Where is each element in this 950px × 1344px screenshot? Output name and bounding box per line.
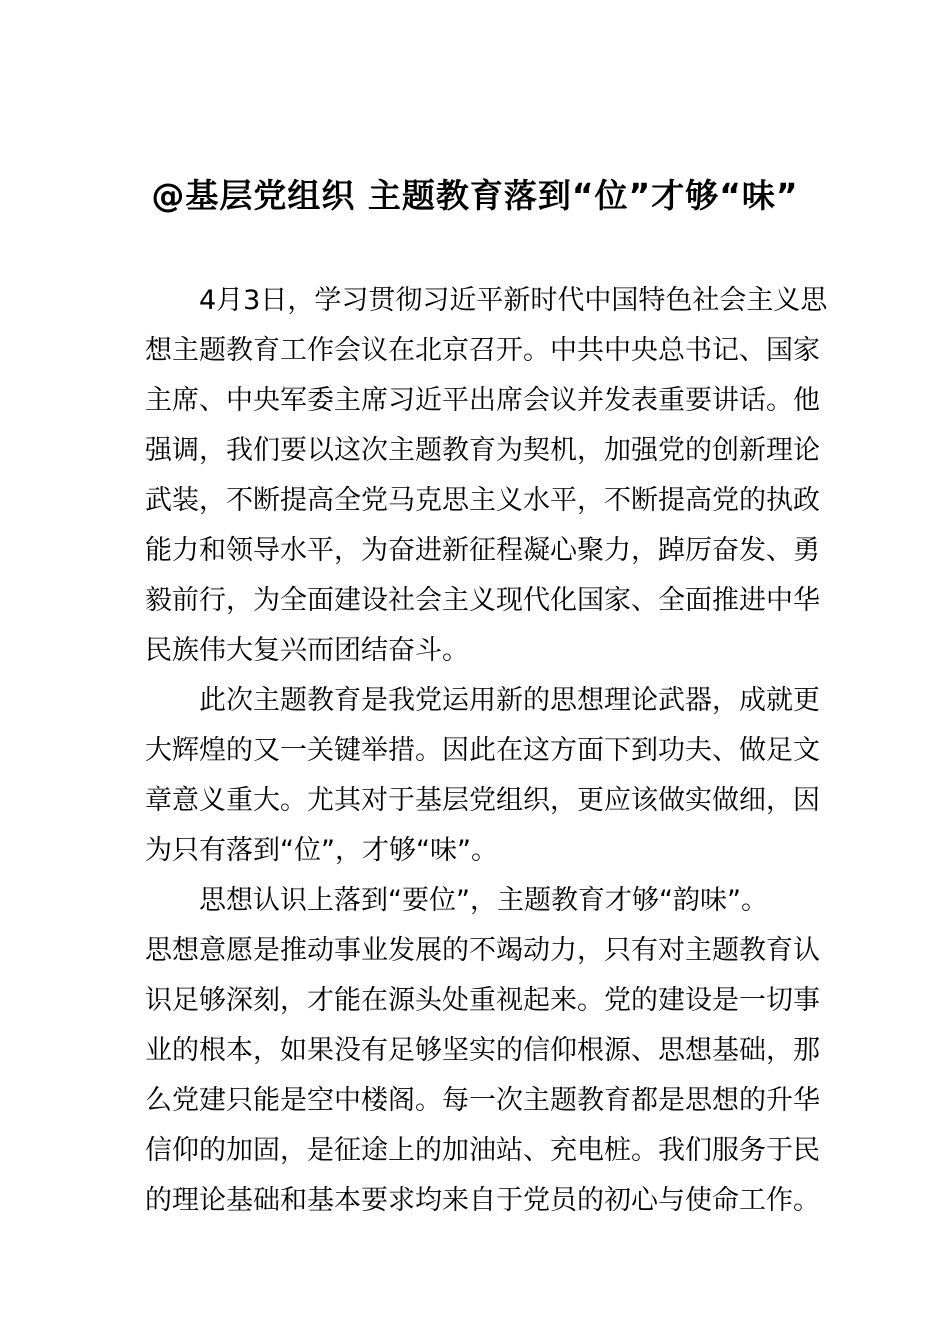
paragraph-line: 为只有落到“位”，才够“味”。: [145, 835, 498, 866]
paragraph-line: 强调，我们要以这次主题教育为契机，加强党的创新理论: [145, 435, 820, 466]
paragraph-3: [145, 876, 820, 1226]
paragraph-line: 的理论基础和基本要求均来自于党员的初心与使命工作。: [145, 1185, 820, 1216]
paragraph-line: 想主题教育工作会议在北京召开。中共中央总书记、国家: [145, 335, 820, 366]
paragraph-line: 业的根本，如果没有足够坚实的信仰根源、思想基础，那: [145, 1035, 820, 1066]
paragraph-line: 毅前行，为全面建设社会主义现代化国家、全面推进中华: [145, 585, 820, 616]
paragraph-line: 章意义重大。尤其对于基层党组织，更应该做实做细，因: [145, 785, 820, 816]
paragraph-line: 大辉煌的又一关键举措。因此在这方面下到功夫、做足文: [145, 735, 820, 766]
paragraph-line: 思想意愿是推动事业发展的不竭动力，只有对主题教育认: [145, 935, 820, 966]
paragraph-line: 思想认识上落到“要位”，主题教育才够“韵味”。: [145, 885, 768, 916]
paragraph-2: [145, 676, 820, 876]
paragraph-line: 民族伟大复兴而团结奋斗。: [145, 635, 469, 666]
paragraph-1: [145, 276, 828, 676]
paragraph-line: 么党建只能是空中楼阁。每一次主题教育都是思想的升华: [145, 1085, 820, 1116]
paragraph-line: 信仰的加固，是征途上的加油站、充电桩。我们服务于民: [145, 1135, 820, 1166]
paragraph-line: 识足够深刻，才能在源头处重视起来。党的建设是一切事: [145, 985, 820, 1016]
paragraph-line: 主席、中央军委主席习近平出席会议并发表重要讲话。他: [145, 385, 820, 416]
paragraph-line: 武装，不断提高全党马克思主义水平，不断提高党的执政: [145, 485, 820, 516]
paragraph-line: 此次主题教育是我党运用新的思想理论武器，成就更: [145, 685, 820, 716]
paragraph-line: 能力和领导水平，为奋进新征程凝心聚力，踔厉奋发、勇: [145, 535, 820, 566]
paragraph-line: 4月3日，学习贯彻习近平新时代中国特色社会主义思: [145, 285, 828, 316]
document-title: @基层党组织 主题教育落到“位”才够“味”: [151, 176, 799, 215]
